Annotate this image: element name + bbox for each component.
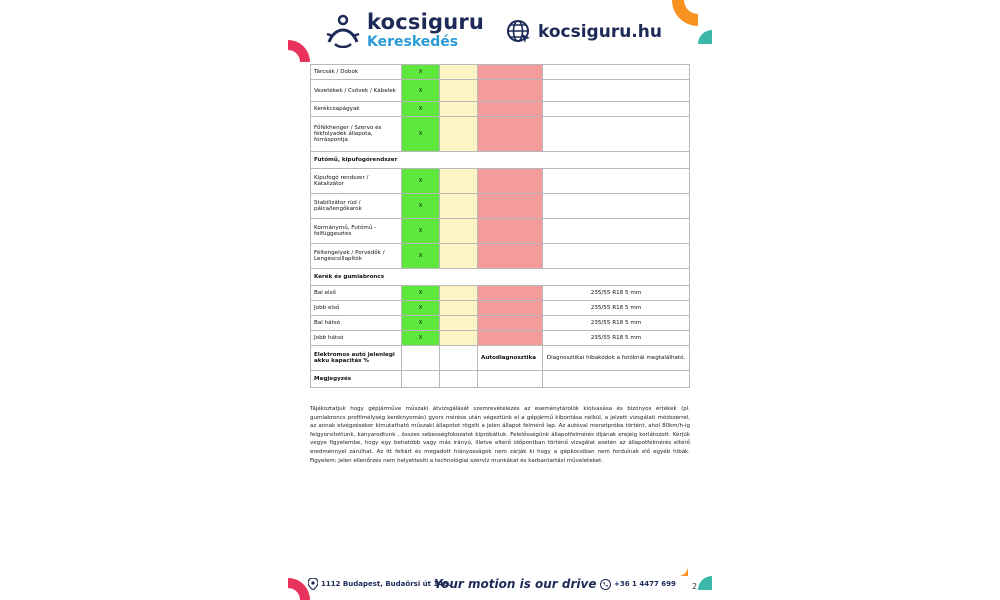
note-cell (543, 219, 690, 244)
row-label: Jobb első (311, 301, 402, 316)
defect-cell (478, 117, 543, 152)
ok-mark-cell: X (402, 117, 440, 152)
section-row (311, 269, 690, 286)
note-cell (543, 117, 690, 152)
page-number: 2 (692, 582, 698, 591)
table-row (311, 331, 690, 346)
defect-cell (478, 244, 543, 269)
location-pin-icon (308, 578, 318, 590)
ok-mark-cell: X (402, 219, 440, 244)
ok-mark-cell: X (402, 65, 440, 80)
remark-cell (440, 371, 478, 388)
defect-cell (478, 194, 543, 219)
battery-label: Elektromos autó jelenlegi akku kapacitás % (311, 346, 402, 371)
autodiag-label: Autodiagnosztika (478, 346, 543, 371)
ok-mark-cell: X (402, 286, 440, 301)
row-label: Féltengelyek / Porvédők / Lengéscsillapítók (311, 244, 402, 269)
ok-mark-cell: X (402, 194, 440, 219)
logo-name: kocsiguru (367, 10, 485, 34)
top-right-teal-arc (698, 30, 712, 44)
ok-mark-cell: X (402, 301, 440, 316)
website-domain (506, 19, 662, 45)
battery-value-cell (402, 346, 440, 371)
attention-cell (440, 80, 478, 102)
ok-mark-cell: X (402, 316, 440, 331)
document-page (288, 0, 712, 600)
footer-phone (600, 579, 676, 590)
attention-cell (440, 102, 478, 117)
table-row (311, 102, 690, 117)
attention-cell (440, 65, 478, 80)
ok-mark-cell: X (402, 169, 440, 194)
top-left-pink-arc (288, 40, 310, 62)
defect-cell (478, 219, 543, 244)
table-row (311, 65, 690, 80)
note-cell (543, 65, 690, 80)
footer-address (308, 578, 451, 590)
section-title: Futómű, kipufogórendszer (311, 152, 690, 169)
defect-cell (478, 169, 543, 194)
footer-address-text: 1112 Budapest, Budaörsi út 148. (321, 580, 451, 588)
attention-cell (440, 244, 478, 269)
attention-cell (440, 194, 478, 219)
defect-cell (478, 316, 543, 331)
table-row (311, 169, 690, 194)
row-label: Kormánymű, Futómű - felfüggesztés (311, 219, 402, 244)
section-title: Kerék és gumiabroncs (311, 269, 690, 286)
table-row (311, 80, 690, 102)
table-row (311, 286, 690, 301)
defect-cell (478, 65, 543, 80)
attention-cell (440, 316, 478, 331)
table-row (311, 194, 690, 219)
section-row (311, 152, 690, 169)
car-smile-logo-icon (325, 14, 361, 48)
table-row (311, 244, 690, 269)
autodiag-note: Diagnosztikai hibakódok a fotóknál megtalálható. (543, 346, 690, 371)
remark-cell (402, 371, 440, 388)
row-label: Jobb hátsó (311, 331, 402, 346)
note-cell: 235/55 R18 5 mm (543, 301, 690, 316)
disclaimer-paragraph: Tájékoztatjuk hogy gépjárműve műszaki átvizsgálását szemrevételezés az eseménytárolók kiolvasása és bizonyos értékek (pl. gumiabroncs profilmélység keréknyomás) gyors mérése után végeztünk el a gépjármű kibontása nélkül, a jelzett vizsgálati módszerrel, az annak elvégzésekor kimutatható műszaki állapotot rögzíti a jelen állapot felmérő lap. Az autóval menetpróba történt, ahol 80km/h-ig felgyorsítottunk, kanyarodtunk , összes sebességfokozatot kipróbáltuk. Felelősségünk állapotfelmérés díjának erejéig korlátozott. Kérjük vegye figyelembe, hogy egy behatóbb vagy más irányú, illetve eltérő időpontban történő vizsgálat esetén az állapotfelmérés eltérő eredménnyel zárulhat. Az itt feltárt és megadott hiányosságok nem zárják ki hogy a gépkocsiban nem fordulnak elő egyéb hibák. Figyelem: jelen ellenőrzés nem helyettesíti a technológiai szerviz munkákat és karbantartási műveleteket. (310, 406, 690, 464)
battery-diagnostics-row (311, 346, 690, 371)
attention-cell (440, 286, 478, 301)
ok-mark-cell: X (402, 244, 440, 269)
note-cell (543, 102, 690, 117)
footer (288, 570, 712, 598)
ok-mark-cell: X (402, 331, 440, 346)
row-label: Vezetékek / Csövek / Kábelek (311, 80, 402, 102)
inspection-table (310, 64, 690, 388)
defect-cell (478, 80, 543, 102)
domain-text: kocsiguru.hu (538, 22, 662, 42)
battery-extra-cell (440, 346, 478, 371)
phone-icon (600, 579, 611, 590)
row-label: Tárcsák / Dobok (311, 65, 402, 80)
note-cell (543, 194, 690, 219)
table-row (311, 219, 690, 244)
attention-cell (440, 301, 478, 316)
table-row (311, 301, 690, 316)
remark-label: Megjegyzés (311, 371, 402, 388)
note-cell (543, 80, 690, 102)
note-cell: 235/55 R18 5 mm (543, 331, 690, 346)
remark-row (311, 371, 690, 388)
defect-cell (478, 331, 543, 346)
logo-subtitle: Kereskedés (367, 34, 459, 50)
row-label: Kerékcsapágyak (311, 102, 402, 117)
remark-cell (478, 371, 543, 388)
note-cell: 235/55 R18 5 mm (543, 286, 690, 301)
note-cell (543, 244, 690, 269)
table-row (311, 117, 690, 152)
row-label: Kipufogó rendszer / Katalizátor (311, 169, 402, 194)
globe-cursor-icon (506, 19, 532, 45)
defect-cell (478, 301, 543, 316)
row-label: Bal hátsó (311, 316, 402, 331)
attention-cell (440, 219, 478, 244)
ok-mark-cell: X (402, 102, 440, 117)
defect-cell (478, 102, 543, 117)
kocsiguru-logo (325, 12, 484, 49)
row-label: Bal első (311, 286, 402, 301)
note-cell (543, 169, 690, 194)
attention-cell (440, 169, 478, 194)
top-right-orange-arc (672, 0, 698, 26)
remark-cell (543, 371, 690, 388)
note-cell: 235/55 R18 5 mm (543, 316, 690, 331)
table-row (311, 316, 690, 331)
attention-cell (440, 331, 478, 346)
row-label: Stabilizátor rúd / pálca/lengőkarok (311, 194, 402, 219)
attention-cell (440, 117, 478, 152)
footer-phone-text: +36 1 4477 699 (614, 580, 676, 588)
defect-cell (478, 286, 543, 301)
ok-mark-cell: X (402, 80, 440, 102)
row-label: Főfékhenger / Szervo és fékfolyadék állapota, forráspontja (311, 117, 402, 152)
footer-motto: Your motion is our drive (434, 577, 597, 591)
